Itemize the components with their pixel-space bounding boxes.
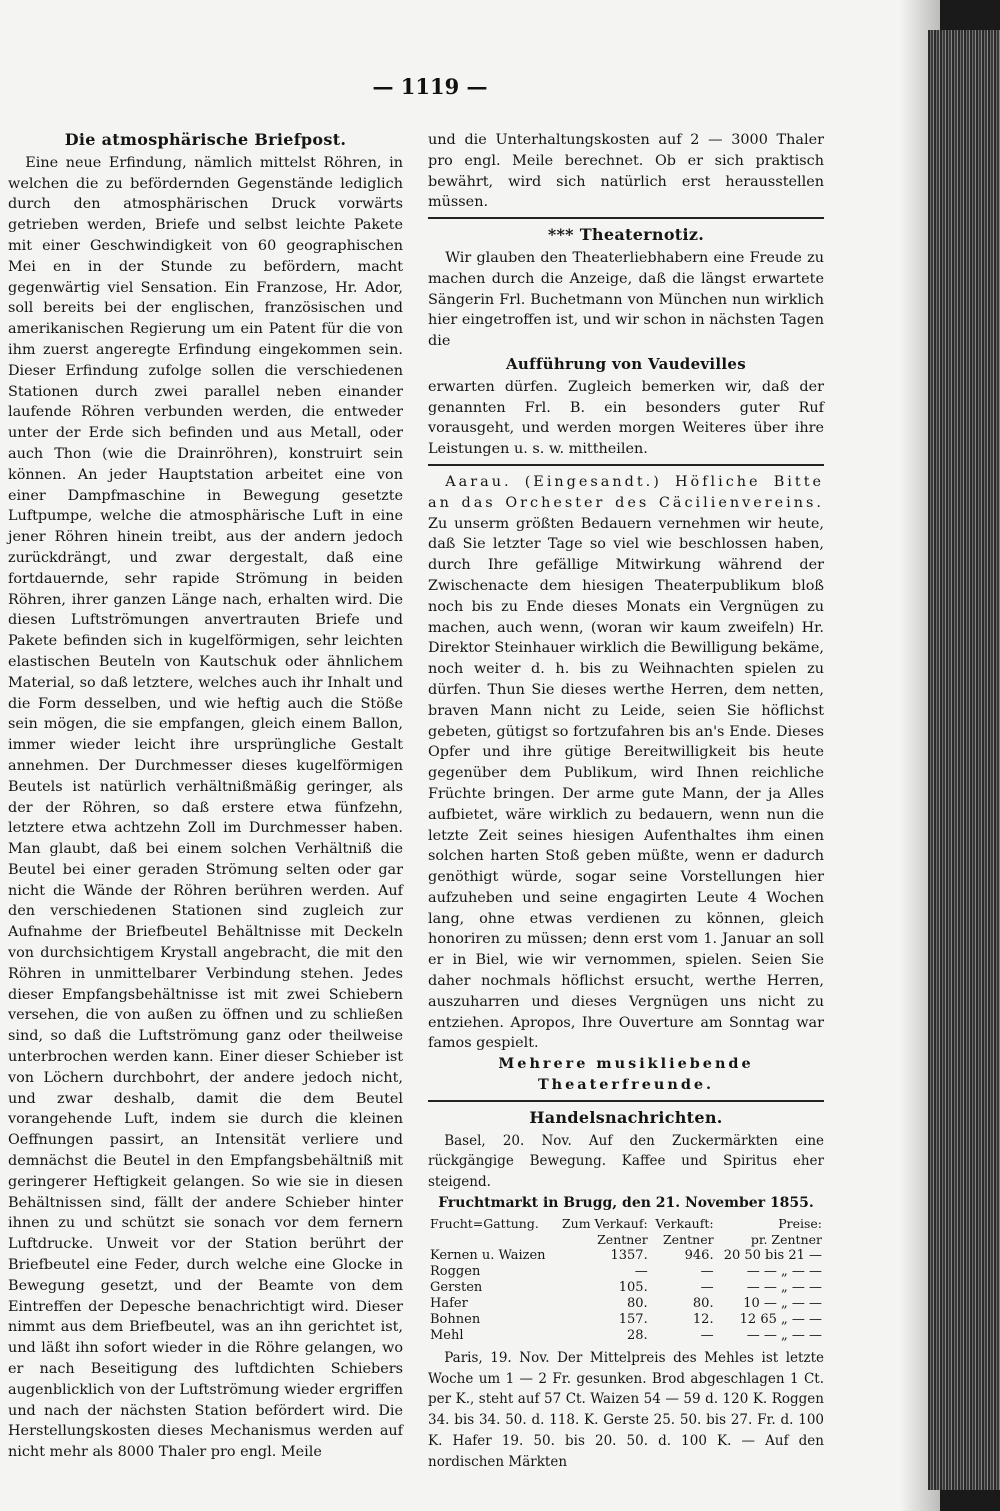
sold-value: —: [700, 1279, 714, 1295]
offered-value: 80.: [627, 1295, 648, 1311]
grain-name: Gersten: [430, 1279, 483, 1295]
sold-value: —: [700, 1327, 714, 1343]
price-value: — — „ — —: [746, 1263, 822, 1279]
article-body-briefpost: Eine neue Erfindung, nämlich mittelst Röhren, in welchen die zu befördernden Gegenstände lediglich durch den atmosphärischen Druck vorwärts getrieben werden, Briefe und selbst leichte Pakete mit einer Geschwindigkeit von 60 geographischen Mei en in der Stunde zu befördern, macht gegenwärtig viel Sensation. Ein Franzose, Hr. Ador, soll bereits bei der englischen, französischen und amerikanischen Regierung um ein Patent für die von ihm zuerst angeregte Erfindung eingekommen sein. Dieser Erfindung zufolge sollen die verschiedenen Stationen durch zwei parallel neben einander laufende Röhren verbunden werden, die entweder unter der Erde sich befinden und aus Metall, oder auch Thon (wie die Drainröhren), konstruirt sein können. An jeder Hauptstation arbeitet eine von einer Dampfmaschine in Bewegung gesetzte Luftpumpe, welche die atmosphärische Luft in eine jener Röhren hinein treibt, aus der andern jedoch zurückdrängt, und zwar dergestalt, daß eine fortdauernde, sehr rapide Strömung in beiden Röhren, ihrer ganzen Länge nach, erhalten wird. Die diesen Luftströmungen anvertrauten Briefe und Pakete befinden sich in kugelförmigen, sehr leichten elastischen Beuteln von Kautschuk oder ähnlichem Material, so daß letztere, welches auch ihr Inhalt und die Form desselben, und wie heftig auch die Stöße sein mögen, die sie empfangen, gleich einem Ballon, immer wieder leicht ihre ursprüngliche Gestalt annehmen. Der Durchmesser dieses kugelförmigen Beutels ist natürlich verhältnißmäßig geringer, als der der Röhren, so daß erstere etwa fünfzehn, letztere etwa achtzehn Zoll im Durchmesser haben. Man glaubt, daß bei einem solchen Verhältniß die Beutel bei einer geraden Strömung selten oder gar nicht die Wände der Röhren berühren werden. Auf den verschiedenen Stationen sind zugleich zur Aufnahme der Briefbeutel Behältnisse mit Deckeln von durchsichtigem Krystall angebracht, die mit den Röhren in unmittelbarer Verbindung stehen. Jedes dieser Empfangsbehältnisse ist mit zwei Schiebern versehen, die von außen zu öffnen und zu schließen sind, so daß die Luftströmung ganz oder theilweise unterbrochen werden kann. Einer dieser Schieber ist von Löchern durchbohrt, der andere jedoch nicht, und zwar deshalb, damit die dem Beutel vorangehende Luft, indem sie durch die kleinen Oeffnungen passirt, an Intensität verliere und demnächst die Beutel in den Empfangsbehältniß mit geringerer Heftigkeit gelangen. So wie sie in diesen Behältnissen sind, fällt der andere Schieber hinter ihnen zu und schützt sie sonach vor dem fernern Luftdrucke. Unweit vor der Station berührt der Briefbeutel eine Feder, durch welche eine Glocke in Bewegung gesetzt, und der Beamte von dem Eintreffen der Depesche benachrichtigt wird. Dieser nimmt aus dem Briefbeutel, was an ihn gerichtet ist, und läßt ihn sofort wieder in die Röhre gelangen, wo er nach Beseitigung des luftdichten Schiebers augenblicklich von der Luftströmung wieder ergriffen und nach der nächsten Station befördert wird. Die Herstellungskosten dieses Mechanismus werden auf nicht mehr als 8000 Thaler pro engl. Meile: [8, 154, 403, 1461]
price-value: 10 — „ — —: [743, 1295, 822, 1311]
article-title-briefpost: Die atmosphärische Briefpost.: [64, 130, 347, 149]
signature-line-1: Mehrere musikliebende: [498, 1055, 754, 1073]
table-row: [428, 1296, 824, 1312]
aarau-article: [428, 472, 824, 1054]
divider: [428, 1100, 824, 1102]
sold-value: 12.: [692, 1311, 714, 1327]
table-header: Preise:: [778, 1215, 822, 1231]
offered-value: 1357.: [610, 1247, 648, 1263]
aarau-body: Zu unserm größten Bedauern vernehmen wir heute, daß Sie letzter Tage so viel wie beschlossen haben, durch Ihre gefällige Mitwirkung während der Zwischenacte dem hiesigen Theaterpublikum bloß noch bis zu Ende dieses Monats ein Vergnügen zu machen, auch wenn, (woran wir kaum zweifeln) Hr. Direktor Steinhauer wirklich die Bewilligung bekäme, noch weiter d. h. bis zu Weihnachten spielen zu dürfen. Thun Sie dieses werthe Herren, dem netten, braven Mann nicht zu Leide, seien Sie höflichst gebeten, gütigst so fortzufahren bis an's Ende. Dieses Opfer und ihre gütige Bereitwilligkeit bis heute gegenüber dem Publikum, wird Ihnen reichliche Früchte bringen. Der arme gute Mann, der ja Alles aufbietet, wäre wirklich zu bedauern, wenn nun die letzte Zeit seines hiesigen Aufenthaltes ihm einen solchen harten Stoß geben müßte, wenn er dadurch genöthigt würde, sogar seine Vorstellungen hier aufzuheben und seine engagirten Leute 4 Wochen lang, ohne etwas verdienen zu können, gleich honoriren zu müssen; denn erst vom 1. Januar an soll er in Biel, wie wir vernommen, spielen. Seien Sie daher nochmals höflichst ersucht, werthe Herren, auszuharren und dieses Vergnügen uns nicht zu entziehen. Apropos, Ihre Ouverture am Sonntag war famos gespielt.: [428, 515, 824, 1052]
market-title: Fruchtmarkt in Brugg, den 21. November 1855.: [438, 1195, 814, 1212]
trade-title: Handelsnachrichten.: [529, 1107, 723, 1127]
table-header: pr. Zentner: [750, 1231, 822, 1247]
trade-basel: Basel, 20. Nov. Auf den Zuckermärkten eine rückgängige Bewegung. Kaffee und Spiritus eher steigend.: [428, 1132, 824, 1191]
trade-paris: Paris, 19. Nov. Der Mittelpreis des Mehles ist letzte Woche um 1 — 2 Fr. gesunken. Brod abgeschlagen 1 Ct. per K., steht auf 57 Ct. Waizen 54 — 59 d. 120 K. Roggen 34. bis 34. 50. d. 118. K. Gerste 25. 50. bis 27. Fr. d. 100 K. Hafer 19. 50. bis 20. 50. d. 100 K. — Auf den nordischen Märkten: [428, 1349, 824, 1470]
table-header: Frucht=Gattung.: [430, 1215, 539, 1231]
divider: [428, 217, 824, 219]
table-header-row: [428, 1232, 824, 1248]
theater-body-2: erwarten dürfen. Zugleich bemerken wir, daß der genannten Frl. B. ein besonders guter Ruf vorausgeht, und werden morgen Weiteres über ihre Leistungen u. s. w. mittheilen.: [428, 378, 824, 458]
signature-line-2: Theaterfreunde.: [537, 1076, 715, 1094]
theater-body-1: Wir glauben den Theaterliebhabern eine Freude zu machen durch die Anzeige, daß die längst erwartete Sängerin Frl. Buchetmann von München nun wirklich hier eingetroffen ist, und wir schon in nächsten Tagen die: [428, 249, 824, 350]
grain-name: Roggen: [430, 1263, 481, 1279]
table-row: [428, 1264, 824, 1280]
table-header-row: [428, 1216, 824, 1232]
offered-value: 157.: [618, 1311, 648, 1327]
price-value: — — „ — —: [746, 1327, 822, 1343]
left-column: [8, 130, 403, 1463]
sold-value: —: [700, 1263, 714, 1279]
theater-title: *** Theaternotiz.: [547, 225, 705, 245]
offered-value: 28.: [627, 1327, 648, 1343]
table-row: [428, 1328, 824, 1344]
price-value: 12 65 „ — —: [739, 1311, 822, 1327]
table-header: Zum Verkauf:: [561, 1215, 648, 1231]
table-row: [428, 1248, 824, 1264]
divider: [428, 464, 824, 466]
right-column: [428, 130, 824, 1473]
book-spine-edge: [928, 30, 1000, 1490]
price-value: — — „ — —: [746, 1279, 822, 1295]
theater-subtitle: Aufführung von Vaudevilles: [505, 354, 747, 373]
market-table: [428, 1216, 824, 1344]
sold-value: 80.: [692, 1295, 714, 1311]
table-header: Zentner: [663, 1231, 714, 1247]
offered-value: 105.: [618, 1279, 648, 1295]
grain-name: Mehl: [430, 1327, 464, 1343]
sold-value: 946.: [684, 1247, 714, 1263]
article-continuation: und die Unterhaltungskosten auf 2 — 3000 Thaler pro engl. Meile berechnet. Ob er sich praktisch bewährt, wird sich natürlich erst herausstellen müssen.: [428, 132, 824, 211]
grain-name: Bohnen: [430, 1311, 481, 1327]
price-value: 20 50 bis 21 —: [723, 1247, 822, 1263]
grain-name: Hafer: [430, 1295, 468, 1311]
table-header: Zentner: [597, 1231, 648, 1247]
aarau-lead: Aarau. (Eingesandt.) Höfliche Bitte an das Orchester des Cäcilienvereins.: [428, 473, 824, 511]
table-row: [428, 1280, 824, 1296]
grain-name: Kernen u. Waizen: [430, 1247, 546, 1263]
table-header: Verkauft:: [655, 1215, 714, 1231]
table-header: [428, 1232, 555, 1248]
page-number: — 1119 —: [372, 74, 488, 99]
offered-value: —: [634, 1263, 648, 1279]
table-row: [428, 1312, 824, 1328]
